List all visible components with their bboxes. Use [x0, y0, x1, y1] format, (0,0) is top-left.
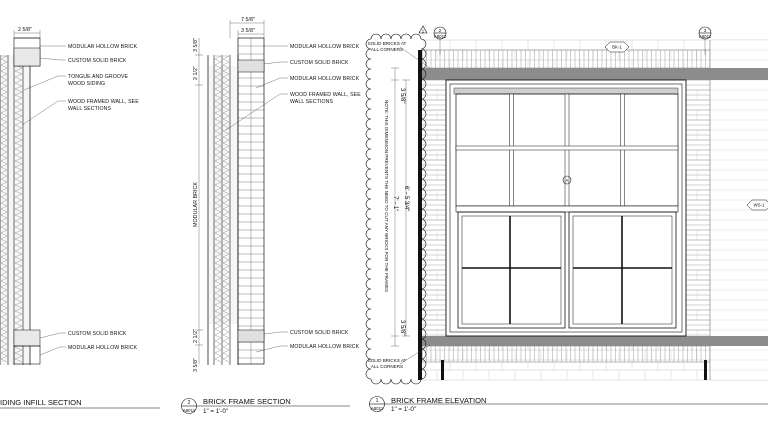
corner-post-left — [418, 50, 422, 380]
section-marker-3-sheet: A8011 — [698, 34, 712, 39]
section-marker-2-sheet: A8011 — [433, 34, 447, 39]
dimension-top-inner: 3 5/8" — [241, 28, 255, 34]
callout-custom-solid-brick-bottom: CUSTOM SOLID BRICK — [290, 330, 349, 336]
callout-modular-hollow-brick: MODULAR HOLLOW BRICK — [290, 44, 360, 50]
dimension-left-bottom: 3 5/8" — [193, 358, 199, 372]
callout-custom-solid-brick: CUSTOM SOLID BRICK — [290, 60, 349, 66]
cloud-note-top-1: SOLID BRICKS AT — [367, 41, 407, 46]
callout-modular-hollow-brick-2: MODULAR HOLLOW BRICK — [290, 76, 360, 82]
callout-modular-hollow-brick: MODULAR HOLLOW BRICK — [68, 44, 138, 50]
dimension-left-lower: 2 1/2" — [193, 329, 199, 343]
dimension-overall-2: 6' - 5 3/4" — [403, 186, 409, 212]
detail-sheet-ref: A8011 — [182, 408, 196, 413]
detail-scale: 1" = 1'-0" — [203, 408, 229, 415]
callout-wood-framed-wall: WOOD FRAMED WALL, SEE — [68, 99, 139, 105]
callout-wall-sections: WALL SECTIONS — [290, 99, 333, 105]
detail-number: 1 — [375, 398, 379, 404]
dimension-top-outer: 7 5/8" — [241, 17, 255, 23]
dimension-left-upper: 2 1/2" — [193, 66, 199, 80]
dimension-top: 2 5/8" — [18, 27, 32, 33]
sill-band — [422, 336, 768, 346]
brick-frame-elevation — [366, 26, 768, 413]
callout-modular-hollow-brick-bottom: MODULAR HOLLOW BRICK — [68, 345, 138, 351]
dimension-left-top: 3 5/8" — [193, 38, 199, 52]
window-tag-label: A — [565, 177, 569, 183]
dimension-bottom: 3 5/8" — [399, 320, 405, 336]
detail-scale: 1" = 1'-0" — [391, 406, 417, 413]
transom-bar — [456, 206, 678, 212]
detail-sheet-ref: A8011 — [370, 406, 384, 411]
callout-wall-sections: WALL SECTIONS — [68, 106, 111, 112]
material-tag-ws-label: WS-1 — [753, 202, 765, 208]
detail-number: 2 — [187, 400, 191, 406]
cloud-note-bottom-2: ALL CORNERS — [370, 364, 404, 369]
dimension-overall: 7' - 1" — [392, 196, 398, 212]
cloud-note-top-2: ALL CORNERS — [370, 47, 404, 52]
callout-modular-hollow-brick-bottom: MODULAR HOLLOW BRICK — [290, 344, 360, 350]
detail-title: BRICK FRAME ELEVATION — [391, 396, 487, 405]
section-marker-2-number: 2 — [438, 28, 442, 33]
callout-custom-solid-brick: CUSTOM SOLID BRICK — [68, 58, 127, 64]
dimension-note: NOTE: THIS DIMENSION PREVENTS THE NEED TO CUT ANY BRICKS FOR THE FRAMES — [384, 100, 389, 293]
header-band — [422, 68, 768, 80]
callout-custom-solid-brick-bottom: CUSTOM SOLID BRICK — [68, 331, 127, 337]
siding-infill-section — [0, 27, 160, 408]
callout-tongue-groove: TONGUE AND GROOVE — [68, 74, 129, 80]
dimension-vertical-label: MODULAR BRICK — [193, 182, 199, 227]
material-tag-bk-label: BK-1 — [612, 44, 622, 50]
muntin — [456, 146, 678, 150]
revision-number: 1 — [421, 28, 425, 34]
brick-frame-section — [182, 17, 362, 415]
detail-title: IDING INFILL SECTION — [0, 398, 82, 407]
dimension-top: 3 5/8" — [399, 88, 405, 104]
callout-wood-siding: WOOD SIDING — [68, 81, 106, 87]
section-marker-3-number: 3 — [703, 28, 707, 33]
callout-wood-framed-wall: WOOD FRAMED WALL, SEE — [290, 92, 361, 98]
detail-title: BRICK FRAME SECTION — [203, 397, 291, 406]
cloud-note-bottom-1: SOLID BRICKS AT — [367, 358, 407, 363]
brick-courses — [238, 38, 264, 364]
